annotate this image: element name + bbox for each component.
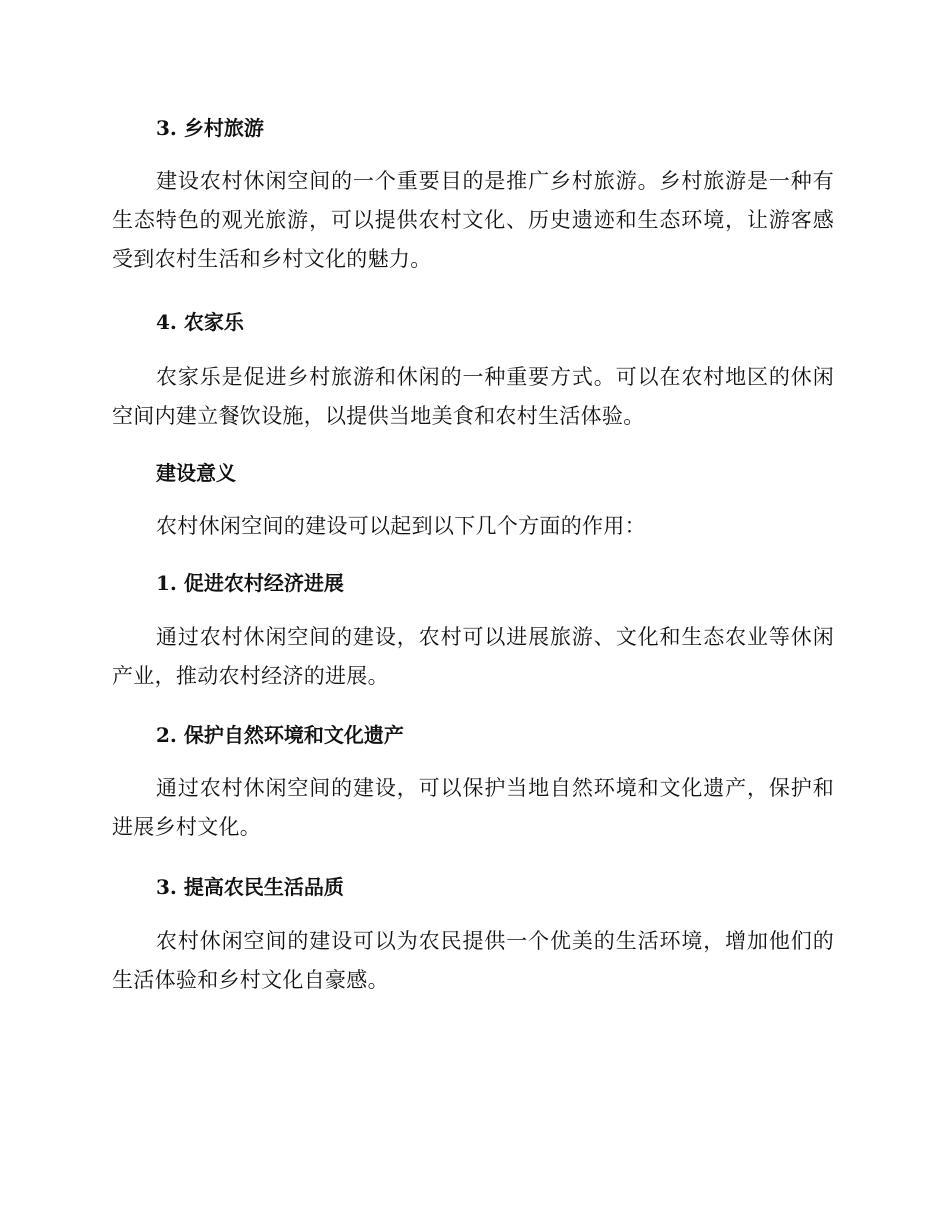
section-heading-quality-of-life: 3. 提高农民生活品质 bbox=[156, 875, 344, 899]
section-paragraph-quality-of-life: 农村休闲空间的建设可以为农民提供一个优美的生活环境，增加他们的生活体验和乡村文化自豪感。 bbox=[112, 929, 834, 992]
section-heading-environment: 2. 保护自然环境和文化遗产 bbox=[156, 723, 404, 747]
section-heading-rural-tourism: 3. 乡村旅游 bbox=[156, 116, 264, 140]
section-paragraph-rural-tourism: 建设农村休闲空间的一个重要目的是推广乡村旅游。乡村旅游是一种有生态特色的观光旅游，可以提供农村文化、历史遗迹和生态环境，让游客感受到农村生活和乡村文化的魅力。 bbox=[112, 169, 834, 271]
section-paragraph-environment: 通过农村休闲空间的建设，可以保护当地自然环境和文化遗产，保护和进展乡村文化。 bbox=[112, 776, 834, 839]
section-paragraph-significance: 农村休闲空间的建设可以起到以下几个方面的作用： bbox=[156, 514, 646, 538]
section-heading-significance: 建设意义 bbox=[156, 461, 236, 485]
section-heading-economy: 1. 促进农村经济进展 bbox=[156, 571, 344, 595]
section-paragraph-farm-stay: 农家乐是促进乡村旅游和休闲的一种重要方式。可以在农村地区的休闲空间内建立餐饮设施，以提供当地美食和农村生活体验。 bbox=[112, 365, 834, 428]
section-paragraph-economy: 通过农村休闲空间的建设，农村可以进展旅游、文化和生态农业等休闲产业，推动农村经济的进展。 bbox=[112, 625, 834, 688]
section-heading-farm-stay: 4. 农家乐 bbox=[156, 310, 244, 334]
